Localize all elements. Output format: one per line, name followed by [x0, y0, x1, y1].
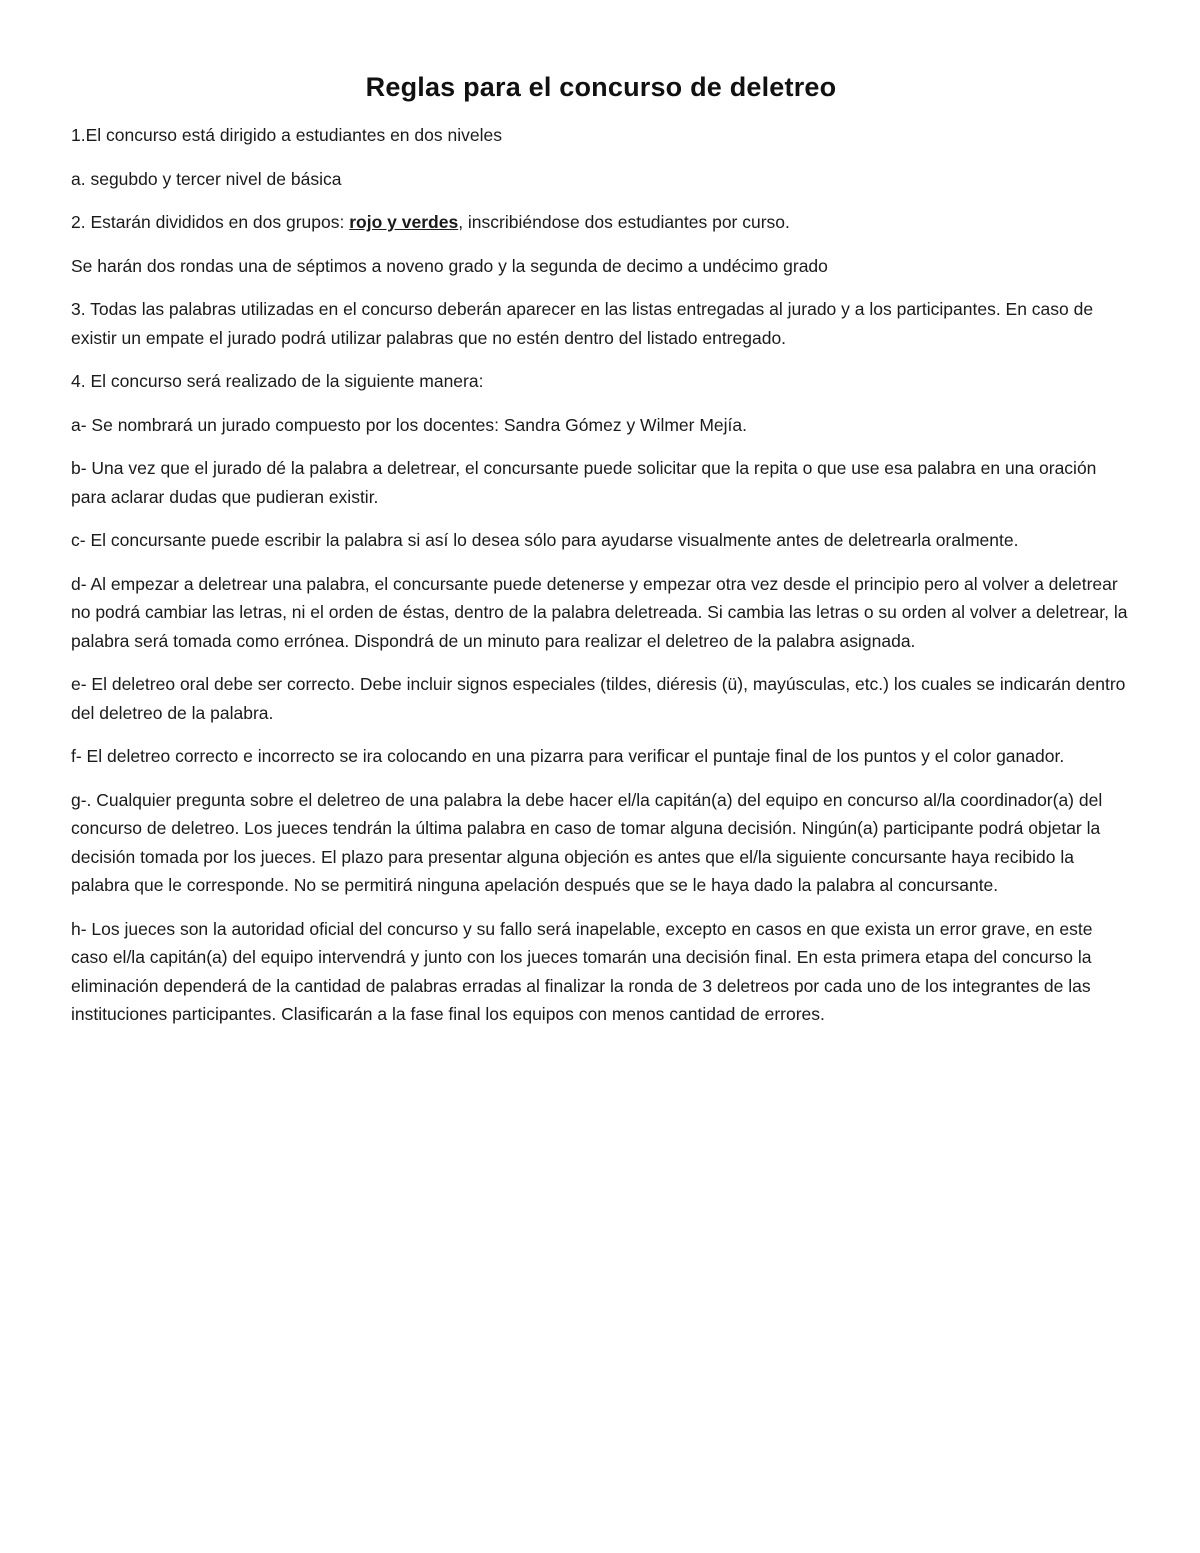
- rule-4-paragraph: 4. El concurso será realizado de la siguiente manera:: [71, 371, 484, 391]
- groups-highlight: rojo y verdes: [349, 212, 459, 232]
- rule-4g-paragraph: g-. Cualquier pregunta sobre el deletreo de una palabra la debe hacer el/la capitán(a) del equipo en concurso al/la coordinador(a) del concurso de deletreo. Los jueces tendrán la última palabra en caso de tomar alguna decisión. Ningún(a) participante podrá objetar la decisión tomada por los jueces. El plazo para presentar alguna objeción es antes que el/la siguiente concursante haya recibido la palabra que le corresponde. No se permitirá ninguna apelación después que se le haya dado la palabra al concursante.: [71, 789, 1103, 895]
- rounds-paragraph: Se harán dos rondas una de séptimos a noveno grado y la segunda de decimo a undécimo grado: [71, 255, 828, 276]
- rule-4b-paragraph: b- Una vez que el jurado dé la palabra a deletrear, el concursante puede solicitar que la repita o que use esa palabra en una oración para aclarar dudas que pudieran existir.: [71, 458, 1097, 507]
- rule-1-paragraph: 1.El concurso está dirigido a estudiantes en dos niveles: [71, 125, 502, 145]
- rule-4e-paragraph: e- El deletreo oral debe ser correcto. Debe incluir signos especiales (tildes, diéresis (ü), mayúsculas, etc.) los cuales se indicarán dentro del deletreo de la palabra.: [71, 674, 1126, 723]
- rule-2-text-after: , inscribiéndose dos estudiantes por curso.: [458, 212, 790, 232]
- rule-1a-paragraph: a. segubdo y tercer nivel de básica: [71, 168, 342, 189]
- rule-4d-paragraph: d- Al empezar a deletrear una palabra, el concursante puede detenerse y empezar otra vez desde el principio pero al volver a deletrear no podrá cambiar las letras, ni el orden de éstas, dentro de la palabra deletreada. Si cambia las letras o su orden al volver a deletrear, la palabra será tomada como errónea. Dispondrá de un minuto para realizar el deletreo de la palabra asignada.: [71, 573, 1128, 651]
- rule-3-paragraph: 3. Todas las palabras utilizadas en el concurso deberán aparecer en las listas entregadas al jurado y a los participantes. En caso de existir un empate el jurado podrá utilizar palabras que no estén dentro del listado entregado.: [71, 299, 1094, 348]
- rule-4h-paragraph: h- Los jueces son la autoridad oficial del concurso y su fallo será inapelable, excepto en casos en que exista un error grave, en este caso el/la capitán(a) del equipo intervendrá y junto con los jueces tomarán una decisión final. En esta primera etapa del concurso la eliminación dependerá de la cantidad de palabras erradas al finalizar la ronda de 3 deletreos por cada uno de los integrantes de las instituciones participantes. Clasificarán a la fase final los equipos con menos cantidad de errores.: [71, 918, 1093, 1024]
- document-title: Reglas para el concurso de deletreo: [365, 72, 837, 102]
- rule-4c-paragraph: c- El concursante puede escribir la palabra si así lo desea sólo para ayudarse visualmente antes de deletrearla oralmente.: [71, 530, 1019, 550]
- rule-4f-paragraph: f- El deletreo correcto e incorrecto se ira colocando en una pizarra para verificar el puntaje final de los puntos y el color ganador.: [71, 746, 1065, 766]
- rule-2-text-before: 2. Estarán divididos en dos grupos:: [71, 212, 350, 232]
- rule-2-paragraph: [71, 208, 1131, 237]
- document-body: [71, 72, 1131, 1044]
- rule-4a-paragraph: a- Se nombrará un jurado compuesto por los docentes: Sandra Gómez y Wilmer Mejía.: [71, 414, 748, 435]
